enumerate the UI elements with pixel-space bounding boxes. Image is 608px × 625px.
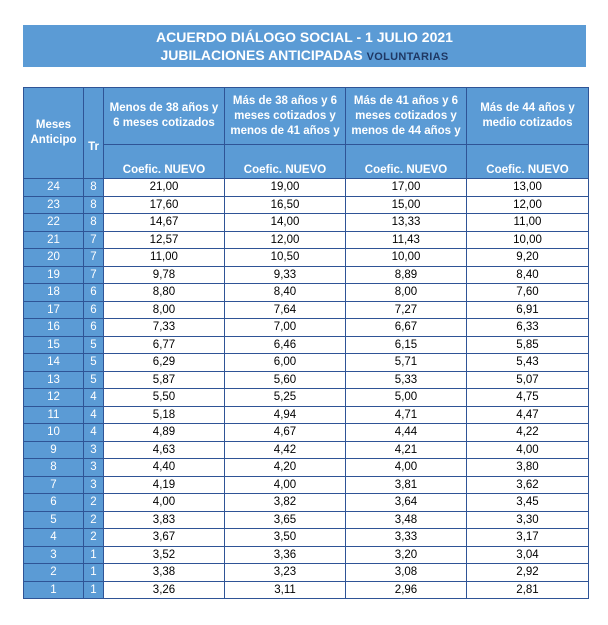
meses-cell: 10 (24, 424, 84, 442)
tr-cell: 4 (84, 389, 104, 407)
coef-cell: 3,38 (104, 564, 225, 582)
coef-cell: 7,60 (467, 284, 589, 302)
coef-cell: 21,00 (104, 179, 225, 197)
coef-cell: 9,33 (225, 266, 346, 284)
coef-cell: 3,20 (346, 546, 467, 564)
meses-cell: 12 (24, 389, 84, 407)
coef-cell: 11,00 (104, 249, 225, 267)
coef-cell: 13,33 (346, 214, 467, 232)
coef-cell: 8,00 (346, 284, 467, 302)
coef-cell: 8,89 (346, 266, 467, 284)
coef-cell: 3,67 (104, 529, 225, 547)
coef-cell: 4,21 (346, 441, 467, 459)
coef-cell: 4,63 (104, 441, 225, 459)
tr-cell: 3 (84, 459, 104, 477)
meses-cell: 8 (24, 459, 84, 477)
tr-cell: 2 (84, 529, 104, 547)
tr-cell: 2 (84, 511, 104, 529)
title-line-2 (23, 46, 586, 66)
table-row (24, 336, 589, 354)
coef-cell: 3,50 (225, 529, 346, 547)
coef-cell: 8,40 (225, 284, 346, 302)
tr-cell: 5 (84, 371, 104, 389)
table-row (24, 424, 589, 442)
coef-cell: 13,00 (467, 179, 589, 197)
coef-cell: 4,19 (104, 476, 225, 494)
tr-cell: 7 (84, 249, 104, 267)
coef-cell: 6,46 (225, 336, 346, 354)
coef-cell: 6,29 (104, 354, 225, 372)
coef-cell: 2,96 (346, 581, 467, 599)
meses-cell: 21 (24, 231, 84, 249)
meses-cell: 4 (24, 529, 84, 547)
tr-cell: 5 (84, 336, 104, 354)
table-row (24, 441, 589, 459)
coef-cell: 3,36 (225, 546, 346, 564)
header-coef-2: Coefic. NUEVO (225, 145, 346, 179)
coef-cell: 5,71 (346, 354, 467, 372)
coef-cell: 3,81 (346, 476, 467, 494)
meses-cell: 6 (24, 494, 84, 512)
meses-cell: 14 (24, 354, 84, 372)
tr-cell: 6 (84, 319, 104, 337)
coef-cell: 5,50 (104, 389, 225, 407)
table-row (24, 284, 589, 302)
coef-cell: 3,33 (346, 529, 467, 547)
coef-cell: 4,00 (225, 476, 346, 494)
coef-cell: 4,00 (104, 494, 225, 512)
tr-cell: 4 (84, 406, 104, 424)
coef-cell: 12,00 (467, 196, 589, 214)
table-row (24, 459, 589, 477)
tr-cell: 7 (84, 231, 104, 249)
coef-cell: 3,04 (467, 546, 589, 564)
meses-cell: 18 (24, 284, 84, 302)
meses-cell: 11 (24, 406, 84, 424)
coef-cell: 10,50 (225, 249, 346, 267)
coef-cell: 7,00 (225, 319, 346, 337)
coef-cell: 7,64 (225, 301, 346, 319)
coef-cell: 6,33 (467, 319, 589, 337)
coef-cell: 2,92 (467, 564, 589, 582)
tr-cell: 1 (84, 581, 104, 599)
table-row (24, 389, 589, 407)
header-meses-anticipo: Meses Anticipo (24, 88, 84, 179)
tr-cell: 1 (84, 546, 104, 564)
coef-cell: 19,00 (225, 179, 346, 197)
table-row (24, 196, 589, 214)
title-line-1: ACUERDO DIÁLOGO SOCIAL - 1 JULIO 2021 (156, 29, 453, 45)
tr-cell: 3 (84, 441, 104, 459)
coef-cell: 4,20 (225, 459, 346, 477)
coef-cell: 3,83 (104, 511, 225, 529)
coef-cell: 3,23 (225, 564, 346, 582)
coef-cell: 7,27 (346, 301, 467, 319)
table-row (24, 354, 589, 372)
title-line-2-highlight: VOLUNTARIAS (366, 51, 449, 63)
coef-cell: 6,15 (346, 336, 467, 354)
coef-cell: 4,44 (346, 424, 467, 442)
table-row (24, 511, 589, 529)
coefficients-table (23, 87, 589, 599)
coef-cell: 9,78 (104, 266, 225, 284)
meses-cell: 17 (24, 301, 84, 319)
coef-cell: 3,08 (346, 564, 467, 582)
meses-cell: 24 (24, 179, 84, 197)
coef-cell: 8,00 (104, 301, 225, 319)
tr-cell: 8 (84, 196, 104, 214)
tr-cell: 3 (84, 476, 104, 494)
coef-cell: 3,64 (346, 494, 467, 512)
table-row (24, 494, 589, 512)
table-row (24, 319, 589, 337)
tr-cell: 2 (84, 494, 104, 512)
tr-cell: 4 (84, 424, 104, 442)
meses-cell: 22 (24, 214, 84, 232)
coef-cell: 12,57 (104, 231, 225, 249)
table-row (24, 249, 589, 267)
meses-cell: 1 (24, 581, 84, 599)
coef-cell: 3,52 (104, 546, 225, 564)
coef-cell: 2,81 (467, 581, 589, 599)
coef-cell: 10,00 (467, 231, 589, 249)
table-row (24, 179, 589, 197)
coef-cell: 5,43 (467, 354, 589, 372)
coef-cell: 5,87 (104, 371, 225, 389)
coef-cell: 8,40 (467, 266, 589, 284)
coef-cell: 3,48 (346, 511, 467, 529)
coef-cell: 4,00 (467, 441, 589, 459)
tr-cell: 8 (84, 179, 104, 197)
meses-cell: 23 (24, 196, 84, 214)
coef-cell: 3,82 (225, 494, 346, 512)
header-coef-1: Coefic. NUEVO (104, 145, 225, 179)
table-row (24, 371, 589, 389)
tr-cell: 7 (84, 266, 104, 284)
coef-cell: 4,42 (225, 441, 346, 459)
table-row (24, 564, 589, 582)
coef-cell: 3,45 (467, 494, 589, 512)
meses-cell: 5 (24, 511, 84, 529)
coef-cell: 14,00 (225, 214, 346, 232)
tr-cell: 1 (84, 564, 104, 582)
table-body (24, 179, 589, 599)
coef-cell: 3,80 (467, 459, 589, 477)
coef-cell: 5,18 (104, 406, 225, 424)
coef-cell: 5,07 (467, 371, 589, 389)
coef-cell: 4,89 (104, 424, 225, 442)
coef-cell: 17,60 (104, 196, 225, 214)
table-row (24, 529, 589, 547)
meses-cell: 7 (24, 476, 84, 494)
coef-cell: 4,47 (467, 406, 589, 424)
coef-cell: 5,33 (346, 371, 467, 389)
tr-cell: 5 (84, 354, 104, 372)
coef-cell: 3,30 (467, 511, 589, 529)
table-row (24, 231, 589, 249)
coef-cell: 3,17 (467, 529, 589, 547)
coef-cell: 15,00 (346, 196, 467, 214)
meses-cell: 3 (24, 546, 84, 564)
coef-cell: 7,33 (104, 319, 225, 337)
coef-cell: 4,94 (225, 406, 346, 424)
coef-cell: 5,60 (225, 371, 346, 389)
coef-cell: 6,91 (467, 301, 589, 319)
coef-cell: 4,40 (104, 459, 225, 477)
meses-cell: 2 (24, 564, 84, 582)
coef-cell: 17,00 (346, 179, 467, 197)
table-row (24, 546, 589, 564)
coef-cell: 3,62 (467, 476, 589, 494)
coef-cell: 5,00 (346, 389, 467, 407)
coef-cell: 11,43 (346, 231, 467, 249)
meses-cell: 16 (24, 319, 84, 337)
coef-cell: 4,71 (346, 406, 467, 424)
title-banner (23, 25, 586, 67)
meses-cell: 20 (24, 249, 84, 267)
table-row (24, 581, 589, 599)
header-coef-4: Coefic. NUEVO (467, 145, 589, 179)
header-coef-3: Coefic. NUEVO (346, 145, 467, 179)
table-row (24, 476, 589, 494)
coef-cell: 3,11 (225, 581, 346, 599)
header-group-3: Más de 41 años y 6 meses cotizados y menos de 44 años y (346, 88, 467, 145)
meses-cell: 19 (24, 266, 84, 284)
coef-cell: 3,26 (104, 581, 225, 599)
table-row (24, 301, 589, 319)
coef-cell: 14,67 (104, 214, 225, 232)
coef-cell: 11,00 (467, 214, 589, 232)
coef-cell: 8,80 (104, 284, 225, 302)
tr-cell: 6 (84, 284, 104, 302)
coef-cell: 6,77 (104, 336, 225, 354)
header-group-4: Más de 44 años y medio cotizados (467, 88, 589, 145)
header-group-2: Más de 38 años y 6 meses cotizados y menos de 41 años y (225, 88, 346, 145)
table-row (24, 214, 589, 232)
tr-cell: 8 (84, 214, 104, 232)
coef-cell: 3,65 (225, 511, 346, 529)
coef-cell: 6,67 (346, 319, 467, 337)
header-group-1: Menos de 38 años y 6 meses cotizados (104, 88, 225, 145)
coef-cell: 4,67 (225, 424, 346, 442)
coef-cell: 9,20 (467, 249, 589, 267)
coef-cell: 4,22 (467, 424, 589, 442)
table-row (24, 266, 589, 284)
tr-cell: 6 (84, 301, 104, 319)
coef-cell: 10,00 (346, 249, 467, 267)
coef-cell: 5,85 (467, 336, 589, 354)
header-tr: Tr (84, 88, 104, 179)
meses-cell: 9 (24, 441, 84, 459)
meses-cell: 13 (24, 371, 84, 389)
coef-cell: 16,50 (225, 196, 346, 214)
coef-cell: 5,25 (225, 389, 346, 407)
title-line-2-main: JUBILACIONES ANTICIPADAS (160, 47, 363, 63)
coef-cell: 4,00 (346, 459, 467, 477)
coef-cell: 4,75 (467, 389, 589, 407)
meses-cell: 15 (24, 336, 84, 354)
coef-cell: 6,00 (225, 354, 346, 372)
table-row (24, 406, 589, 424)
coef-cell: 12,00 (225, 231, 346, 249)
